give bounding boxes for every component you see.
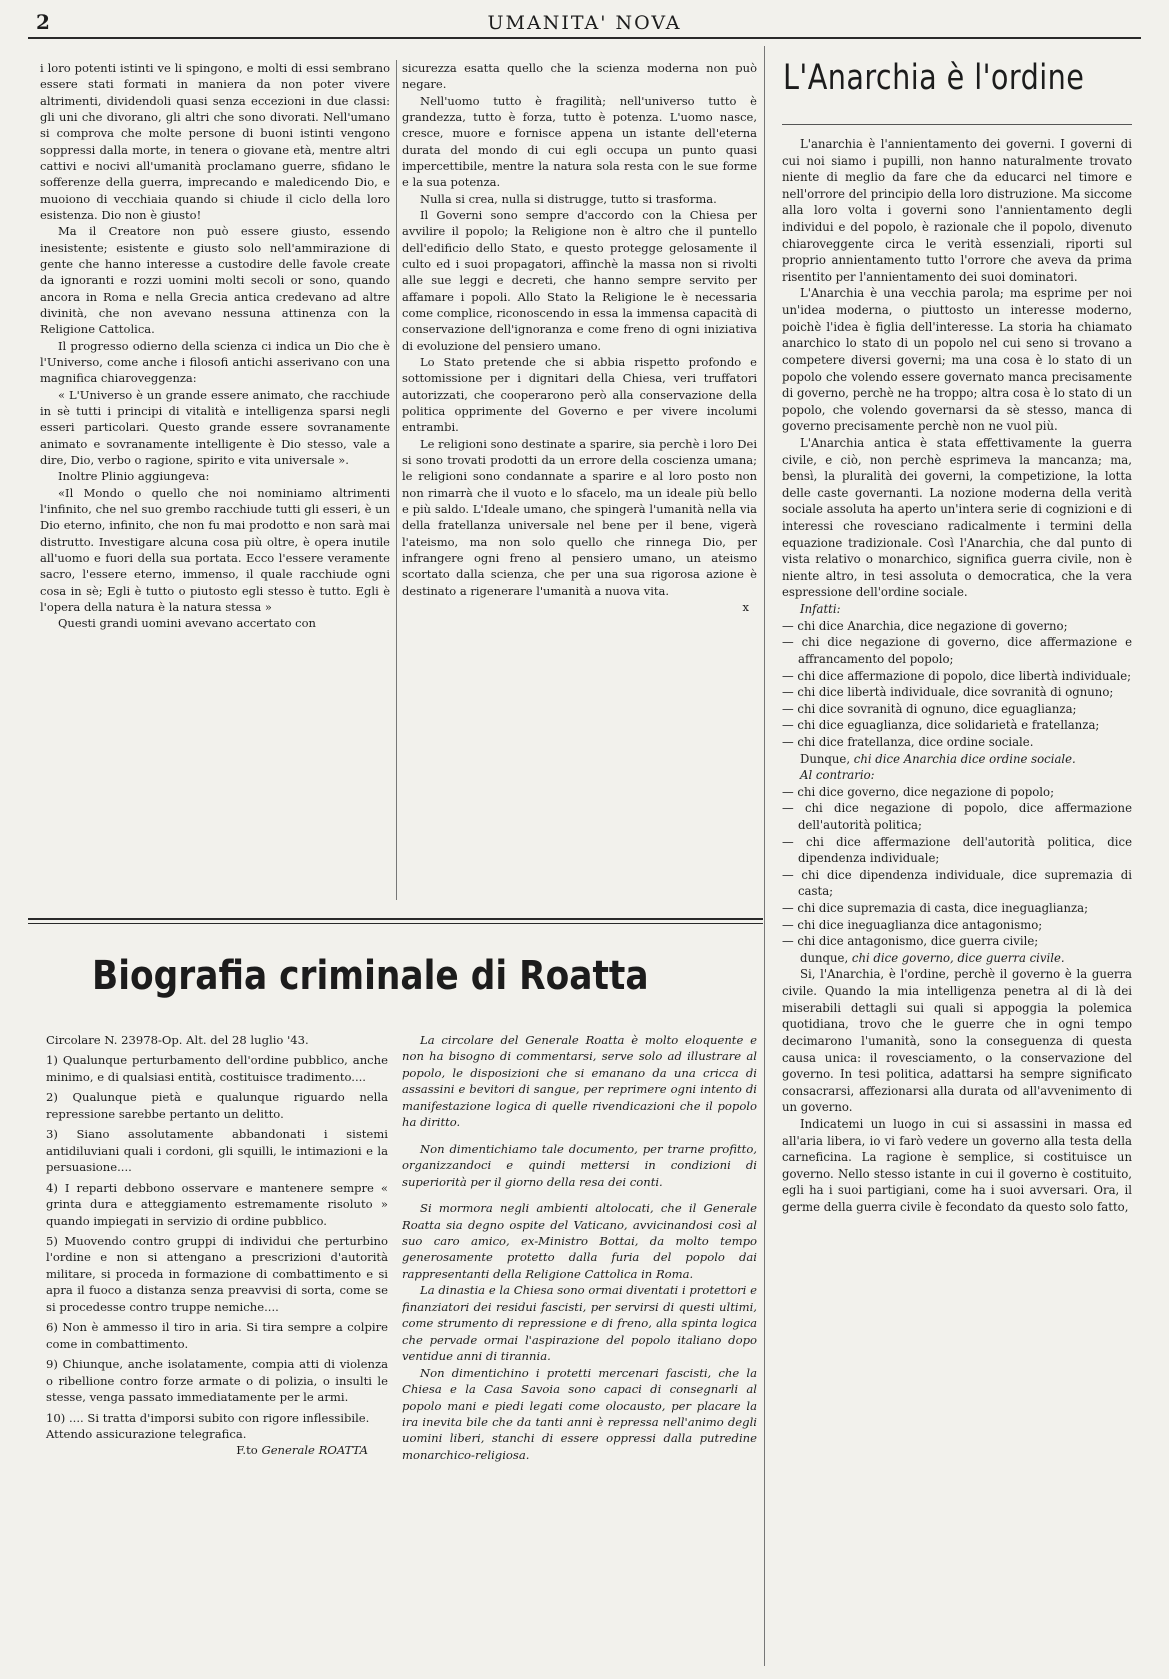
numbered-item: 10) .... Si tratta d'imporsi subito con rigore inflessibile.: [46, 1410, 370, 1425]
paragraph: La dinastia e la Chiesa sono ormai diventati i protettori e finanziatori dei residui fascisti, per servirsi di questi ultimi, come strumento di repressione e di freno, alla spinta logica che pervade ormai l'aspirazione del popolo italiano dopo ventidue anni di tirannia.: [402, 1283, 757, 1364]
roatta-circolare-column: [28, 1032, 388, 1672]
page-header: [28, 8, 1141, 38]
paragraph: Il progresso odierno della scienza ci indica un Dio che è l'Universo, come anche i filosofi antichi asserivano con una magnifica chiaroveggenza:: [40, 338, 390, 386]
list-item: — chi dice governo, dice negazione di popolo;: [782, 784, 1132, 801]
section-rule: [28, 918, 763, 920]
numbered-item: 6) Non è ammesso il tiro in aria. Si tira sempre a colpire come in combattimento.: [46, 1320, 388, 1351]
page-number: 2: [36, 10, 50, 34]
paragraph: Il Governi sono sempre d'accordo con la Chiesa per avvilire il popolo; la Religione non è altro che il puntello dell'edificio dello Stato, e questo protegge gelosamente il culto ed i suoi propagatori, affinchè la massa non si rivolti alle sue leggi e decreti, che hanno sempre servito per affamare i popoli. Allo Stato la Religione le è necessaria come complice, riconoscendo in essa la immensa capacità di conservazione dell'ignoranza e come freno di ogni iniziativa di evoluzione del pensiero umano.: [402, 207, 757, 353]
paragraph: Non dimentichino i protetti mercenari fascisti, che la Chiesa e la Casa Savoia sono capaci di consegnarli al popolo mani e piedi legati come olocausto, per placare la ira inevita bile che da tanti anni è repressa nell'animo degli uomini liberi, stanchi di essere oppressi dalla putredine monarchico-religiosa.: [402, 1365, 757, 1462]
list-item: — chi dice dipendenza individuale, dice supremazia di casta;: [782, 867, 1132, 900]
end-mark: x: [742, 599, 749, 614]
infatti-label: Infatti:: [800, 602, 841, 617]
masthead: UMANITA' NOVA: [487, 12, 682, 34]
numbered-item: 2) Qualunque pietà e qualunque riguardo nella repressione sarebbe pertanto un delitto.: [46, 1090, 388, 1121]
signature: [28, 1442, 388, 1458]
conclusion-italic: chi dice Anarchia dice ordine sociale.: [853, 751, 1076, 766]
paragraph: Lo Stato pretende che si abbia rispetto profondo e sottomissione per i dignitari della Chiesa, veri truffatori autorizzati, che cooperarono però alla conservazione della politica opprimente del Governo e per vivere incolumi entrambi.: [402, 354, 757, 435]
list-item: — chi dice affermazione dell'autorità politica, dice dipendenza individuale;: [782, 834, 1132, 867]
numbered-item: 5) Muovendo contro gruppi di individui che perturbino l'ordine e non si attengano a prescrizioni d'autorità militare, si proceda in formazione di combattimento e si apra il fuoco a distanza senza preavvisi di sorta, come se si procedesse contro truppe nemiche....: [46, 1233, 388, 1314]
paragraph: La circolare del Generale Roatta è molto eloquente e non ha bisogno di commentarsi, serve solo ad illustrare al popolo, le disposizioni che si emanano da una cricca di assassini e bevitori di sangue, per reprimere ogni intento di manifestazione logica di quelle rivendicazioni che il popolo ha diritto.: [402, 1033, 757, 1130]
quotation: «Il Mondo o quello che noi nominiamo altrimenti l'infinito, che nel suo grembo racchiude tutti gli esseri, è un Dio eterno, infinito, che non fu mai prodotto e non sarà mai distrutto. Investigare alcuna cosa più oltre, è opera inutile all'uomo e fuori della sua portata. Ecco l'essere veramente sacro, l'essere eterno, immenso, il quale racchiude ogni cosa in sè; Egli è tutto o piutosto egli stesso è tutto. Egli è l'opera della natura è la natura stessa »: [40, 485, 390, 614]
paragraph: Si, l'Anarchia, è l'ordine, perchè il governo è la guerra civile. Quando la mia intelligenza penetra al di là dei miserabili dettagli sui quali si appoggia la polemica quotidiana, trovo che le guerre che in ogni tempo decimarono l'umanità, sono la conseguenza di questa causa unica: il rovesciamento, o la conservazione del governo. In tesi politica, adattarsi ha sempre significato consacrarsi, affezionarsi alla durata od all'avvenimento di un governo.: [782, 967, 1132, 1115]
list-item: — chi dice negazione di popolo, dice affermazione dell'autorità politica;: [782, 800, 1132, 833]
list-item: — chi dice affermazione di popolo, dice libertà individuale;: [782, 668, 1132, 685]
header-rule: [28, 37, 1141, 39]
paragraph: Nulla si crea, nulla si distrugge, tutto si trasforma.: [420, 191, 717, 206]
roatta-commentary-column: [402, 1032, 757, 1672]
list-item: — chi dice fratellanza, dice ordine sociale.: [782, 734, 1132, 751]
list-item: — chi dice negazione di governo, dice affermazione e affrancamento del popolo;: [782, 634, 1132, 667]
paragraph: sicurezza esatta quello che la scienza moderna non può negare.: [402, 61, 757, 92]
quotation: « L'Universo è un grande essere animato, che racchiude in sè tutti i principi di vitalità e intelligenza sparsi negli esseri particolari. Questo grande essere sovranamente animato e sovranamente intelligente è Dio stesso, vale a dire, Dio, verbo o ragione, spirito e vita universale ».: [40, 387, 390, 467]
list-item: — chi dice supremazia di casta, dice ineguaglianza;: [782, 900, 1132, 917]
numbered-item: 4) I reparti debbono osservare e mantenere sempre « grinta dura e atteggiamento estremamente risoluto » quando impiegati in servizio di ordine pubblico.: [46, 1180, 388, 1228]
signature-name: Generale ROATTA: [261, 1443, 368, 1458]
numbered-item: 9) Chiunque, anche isolatamente, compia atti di violenza o ribellione contro forze armate o di polizia, o insulti le stesse, venga passato immediatamente per le armi.: [46, 1357, 388, 1405]
conclusion: [782, 950, 1132, 967]
list-item: — chi dice eguaglianza, dice solidarietà e fratellanza;: [782, 717, 1132, 734]
paragraph: Non dimentichiamo tale documento, per trarne profitto, organizzandoci e quindi mettersi in condizioni di superiorità per il giorno della resa dei conti.: [402, 1141, 757, 1189]
list-item: — chi dice libertà individuale, dice sovranità di ognuno;: [782, 684, 1132, 701]
article1-column-1: [40, 60, 390, 900]
list-item: — chi dice ineguaglianza dice antagonismo;: [782, 917, 1132, 934]
paragraph: Si mormora negli ambienti altolocati, che il Generale Roatta sia degno ospite del Vaticano, avvicinandosi così al suo caro amico, ex-Ministro Bottai, da molto tempo generosamente protetto dalla furia del popolo dai rappresentanti della Religione Cattolica in Roma.: [402, 1201, 757, 1281]
paragraph: Inoltre Plinio aggiungeva:: [58, 469, 210, 484]
paragraph: Le religioni sono destinate a sparire, sia perchè i loro Dei si sono trovati prodotti da un errore della coscienza umana; le religioni sono condannate a sparire e al loro posto non non rimarrà che il vuoto e lo sfacelo, ma un ideale più bello e più saldo. L'Ideale umano, che spingerà l'umanità nella via della fratellanza universale nel bene per il bene, vigerà l'ateismo, ma non solo quello che rinnega Dio, per infrangere ogni freno al pensiero umano, un ateismo scortato dalla scienza, che per una sua rigorosa azione è destinato a rigenerare l'umanità a nuova vita.: [402, 436, 757, 598]
conclusion-lead: dunque,: [800, 950, 852, 965]
paragraph: Ma il Creatore non può essere giusto, essendo inesistente; esistente e giusto solo nell'ammirazione di gente che hanno interesse a custodire delle favole create da ignoranti e rozzi uomini molti secoli or sono, quando ancora in Roma e nella Grecia antica credevano ad altre divinità, che non avevano nessuna attinenza con la Religione Cattolica.: [40, 224, 390, 337]
paragraph: Indicatemi un luogo in cui si assassini in massa ed all'aria libera, io vi farò vedere un governo alla testa della carneficina. La ragione è semplice, si costituisce un governo. Nello stesso istante in cui il governo è costituito, egli ha i suoi partigiani, come ha i suoi avversari. Ora, il germe della guerra civile è fecondato da questo solo fatto,: [782, 1116, 1132, 1214]
conclusion: [782, 751, 1132, 768]
paragraph: L'anarchia è l'annientamento dei governi. I governi di cui noi siamo i pupilli, non hanno naturalmente trovato niente di meglio da fare che da educarci nel timore e nell'orrore del principio della loro distruzione. Ma siccome alla loro volta i governi sono l'annientamento degli individui e del popolo, è razionale che il popolo, divenuto chiaroveggente circa le verità essenziali, riporti sul proprio annientamento tutto l'orrore che aveva da prima risentito per l'annientamento dei suoi dominatori.: [782, 137, 1132, 284]
anarchia-title: L'Anarchia è l'ordine: [783, 58, 1085, 98]
paragraph: Questi grandi uomini avevano accertato con: [58, 616, 316, 631]
column-rule: [396, 60, 397, 900]
list-item: — chi dice sovranità di ognuno, dice eguaglianza;: [782, 701, 1132, 718]
circolare-header: Circolare N. 23978-Op. Alt. del 28 luglio '43.: [46, 1033, 309, 1047]
signature-prefix: F.to: [236, 1443, 262, 1458]
column-rule: [764, 46, 765, 1666]
paragraph: L'Anarchia è una vecchia parola; ma esprime per noi un'idea moderna, o piuttosto un interesse moderno, poichè l'idea è figlia dell'interesse. La storia ha chiamato anarchico lo stato di un popolo nel cui seno si trovano a competere diversi governi; ma una cosa è lo stato di un popolo che volendo essere governato manca precisamente di governo, perchè ne ha troppo; altra cosa è lo stato di un popolo, che volendo governarsi da sè stesso, manca di governo precisamente perchè non ne vuol più.: [782, 286, 1132, 434]
list-item: — chi dice antagonismo, dice guerra civile;: [782, 933, 1132, 950]
attendo-line: Attendo assicurazione telegrafica.: [46, 1426, 247, 1441]
roatta-title: Biografia criminale di Roatta: [92, 953, 649, 999]
title-rule: [782, 124, 1132, 125]
anarchia-column: [782, 136, 1132, 1671]
list-item: — chi dice Anarchia, dice negazione di governo;: [782, 618, 1132, 635]
conclusion-italic: chi dice governo, dice guerra civile.: [851, 950, 1065, 965]
numbered-item: 3) Siano assolutamente abbandonati i sistemi antidiluviani quali i cordoni, gli squilli, le intimazioni e la persuasione....: [46, 1127, 388, 1175]
numbered-item: 1) Qualunque perturbamento dell'ordine pubblico, anche minimo, e di qualsiasi entità, costituisce tradimento....: [46, 1053, 388, 1084]
conclusion-lead: Dunque,: [800, 751, 854, 766]
paragraph: i loro potenti istinti ve li spingono, e molti di essi sembrano essere stati formati in maniera da non poter vivere altrimenti, dividendoli quasi senza eccezioni in due classi: gli uni che divorano, gli altri che sono divorati. Nell'umano si comprova che molte persone di buoni istinti vengono soppressi dalla morte, in tenera o giovane età, mentre altri cattivi e nocivi all'umanità proclamano guerre, sfidano le sofferenze della guerra, imprecando e maledicendo Dio, e muoiono di vecchiaia quando si chiude il ciclo della loro esistenza. Dio non è giusto!: [40, 61, 390, 222]
paragraph: Nell'uomo tutto è fragilità; nell'universo tutto è grandezza, tutto è forza, tutto è potenza. L'uomo nasce, cresce, muore e fornisce appena un istante dell'eterna durata del mondo di cui egli occupa un punto quasi impercettibile, mentre la natura sola resta con le sue forme e la sua potenza.: [402, 93, 757, 190]
article1-column-2: [402, 60, 757, 900]
section-rule: [28, 923, 763, 924]
paragraph: L'Anarchia antica è stata effettivamente la guerra civile, e ciò, non perchè esprimeva la mancanza; ma, bensì, la pluralità dei governi, la competizione, la lotta delle caste governanti. La nozione moderna della verità sociale assoluta ha aperto un'intera serie di cognizioni e di interessi che rovesciano radicalmente i termini della equazione tradizionale. Così l'Anarchia, che dal punto di vista relativo o monarchico, significa guerra civile, non è niente altro, in tesi assoluta o democratica, che la vera espressione dell'ordine sociale.: [782, 435, 1132, 600]
al-contrario-label: Al contrario:: [800, 768, 875, 783]
